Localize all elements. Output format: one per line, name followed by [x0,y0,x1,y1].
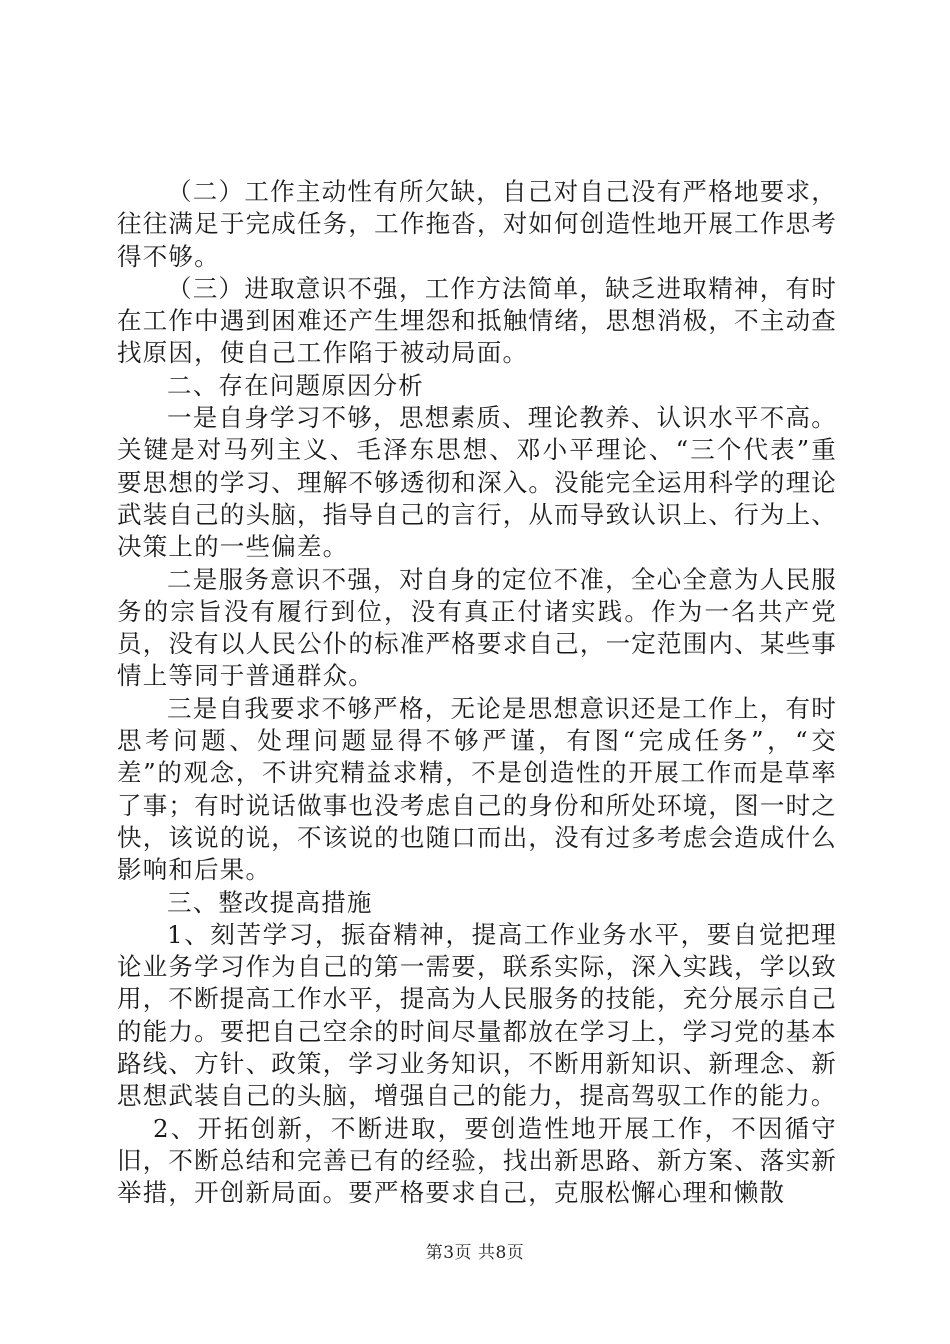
paragraph-measure-1: 1、刻苦学习，振奋精神，提高工作业务水平，要自觉把理论业务学习作为自己的第一需要，联系实际，深入实践，学以致用，不断提高工作水平，提高为人民服务的技能，充分展示自己的能力。要把自己空余的时间尽量都放在学习上，学习党的基本路线、方针、政策，学习业务知识，不断用新知识、新理念、新思想武装自己的头脑，增强自己的能力，提高驾驭工作的能力。 [117,919,837,1111]
page-number-footer: 第3页 共8页 [425,1243,525,1263]
section-heading-rectification: 三、整改提高措施 [167,887,373,917]
paragraph-issue-2: （二）工作主动性有所欠缺，自己对自己没有严格地要求，往往满足于完成任务，工作拖沓，对如何创造性地开展工作思考得不够。 [117,177,837,271]
section-heading-cause-analysis: 二、存在问题原因分析 [167,370,424,400]
paragraph-cause-2: 二是服务意识不强，对自身的定位不准，全心全意为人民服务的宗旨没有履行到位，没有真正付诸实践。作为一名共产党员，没有以人民公仆的标准严格要求自己，一定范围内、某些事情上等同于普通群众。 [117,564,837,691]
paragraph-issue-3: （三）进取意识不强，工作方法简单，缺乏进取精神，有时在工作中遇到困难还产生埋怨和抵触情绪，思想消极，不主动查找原因，使自己工作陷于被动局面。 [117,273,837,368]
paragraph-measure-2: 2、开拓创新，不断进取，要创造性地开展工作，不因循守旧，不断总结和完善已有的经验，找出新思路、新方案、落实新举措，开创新局面。要严格要求自己，克服松懈心理和懒散 [117,1113,837,1208]
document-body [117,176,837,1210]
paragraph-cause-3: 三是自我要求不够严格，无论是思想意识还是工作上，有时思考问题、处理问题显得不够严谨，有图“完成任务”，“交差”的观念，不讲究精益求精，不是创造性的开展工作而是草率了事；有时说话做事也没考虑自己的身份和所处环境，图一时之快，该说的说，不该说的也随口而出，没有过多考虑会造成什么影响和后果。 [117,693,837,885]
paragraph-cause-1: 一是自身学习不够，思想素质、理论教养、认识水平不高。关键是对马列主义、毛泽东思想、邓小平理论、“三个代表”重要思想的学习、理解不够透彻和深入。没能完全运用科学的理论武装自己的头脑，指导自己的言行，从而导致认识上、行为上、决策上的一些偏差。 [117,403,837,562]
